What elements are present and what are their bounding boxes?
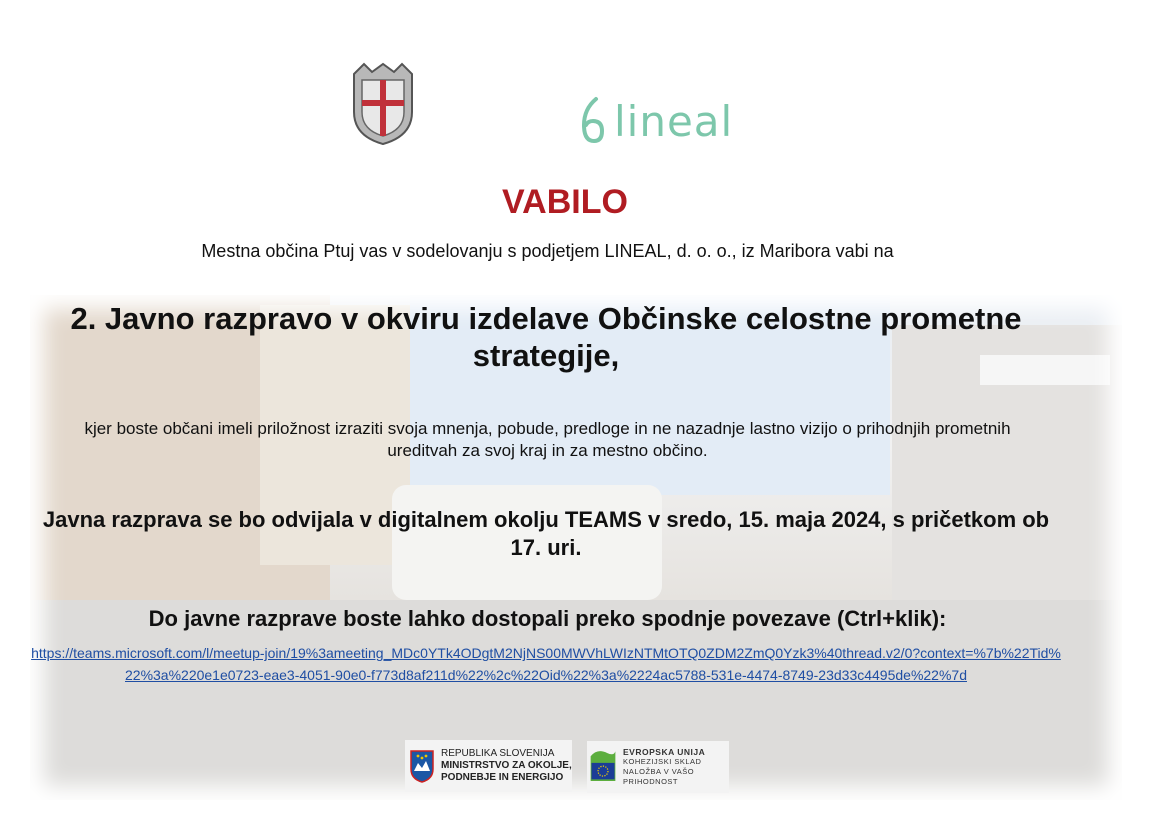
ministry-line-1: REPUBLIKA SLOVENIJA [441, 748, 555, 759]
ministry-line-2: MINISTRSTVO ZA OKOLJE, [441, 760, 572, 771]
access-instructions: Do javne razprave boste lahko dostopali preko spodnje povezave (Ctrl+klik): [148, 606, 947, 631]
event-headline: 2. Javno razpravo v okviru izdelave Občinske celostne prometne strategije, [70, 301, 1022, 373]
page-title: VABILO [502, 183, 628, 221]
description-paragraph: kjer boste občani imeli priložnost izraziti svoja mnenja, pobude, predloge in ne nazadnje lastno vizijo o prihodnjih prometnih ureditvah za svoj kraj in za mestno občino. [84, 419, 1011, 460]
ministry-logo [405, 740, 572, 792]
eu-flag-icon [589, 744, 617, 790]
lineal-logo [580, 92, 733, 150]
ministry-line-3: PODNEBJE IN ENERGIJO [441, 772, 564, 783]
ptuj-coat-of-arms-icon [350, 62, 416, 146]
lineal-wordmark: lineal [614, 96, 734, 146]
eu-line-2: KOHEZIJSKI SKLAD [623, 757, 702, 766]
intro-text: Mestna občina Ptuj vas v sodelovanju s podjetjem LINEAL, d. o. o., iz Maribora vabi na [201, 241, 894, 261]
eu-line-1: EVROPSKA UNIJA [623, 747, 706, 757]
event-date-time: Javna razprava se bo odvijala v digitalnem okolju TEAMS v sredo, 15. maja 2024, s pričetkom ob 17. uri. [42, 507, 1050, 560]
slovenia-coat-of-arms-icon [409, 749, 435, 783]
eu-line-3: NALOŽBA V VAŠO PRIHODNOST [623, 767, 695, 786]
lineal-mark-icon [580, 95, 604, 147]
eu-cohesion-fund-logo [587, 741, 729, 793]
teams-meeting-link[interactable]: https://teams.microsoft.com/l/meetup-join/19%3ameeting_MDc0YTk4ODgtM2NjNS00MWVhLWIzNTMtOTQ0ZDM2ZmQ0Yzk3%40thread.v2/0?context=%7b%22Tid%22%3a%220e1e0723-eae3-4051-90e0-f773d8af211d%22%2c%22Oid%22%3a%2224ac5788-531e-4474-8749-23d33c4495de%22%7d [31, 645, 1061, 683]
